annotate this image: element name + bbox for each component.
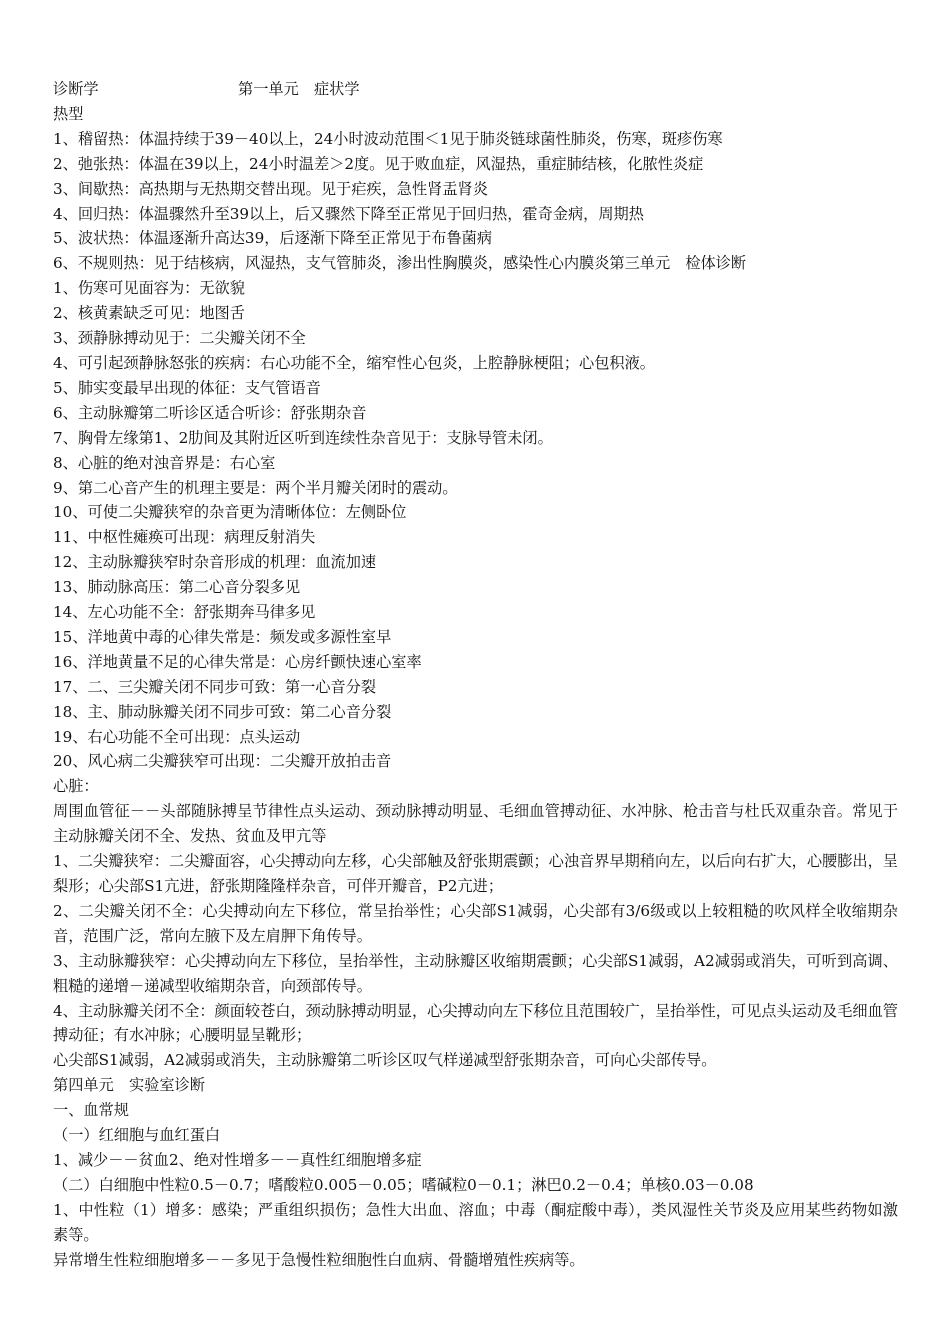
text-line: 7、胸骨左缘第1、2肋间及其附近区听到连续性杂音见于：支脉导管未闭。 xyxy=(53,428,553,447)
unit-title: 第一单元 症状学 xyxy=(238,80,360,98)
document-header xyxy=(53,77,898,102)
text-line: 5、肺实变最早出现的体征：支气管语音 xyxy=(53,378,321,397)
text-line: 12、主动脉瓣狭窄时杂音形成的机理：血流加速 xyxy=(53,553,377,572)
text-line: 3、间歇热：高热期与无热期交替出现。见于疟疾，急性肾盂肾炎 xyxy=(53,179,488,198)
text-line: 4、可引起颈静脉怒张的疾病：右心功能不全，缩窄性心包炎，上腔静脉梗阻；心包积液。 xyxy=(53,353,655,372)
text-line: 5、波状热：体温逐渐升高达39，后逐渐下降至正常见于布鲁菌病 xyxy=(53,229,493,248)
paragraph: 4、主动脉瓣关闭不全：颜面较苍白，颈动脉搏动明显，心尖搏动向左下移位且范围较广，呈抬举性，可见点头运动及毛细血管搏动征；有水冲脉；心腰明显呈靴形； xyxy=(53,1001,898,1045)
text-line: 20、风心病二尖瓣狭窄可出现：二尖瓣开放拍击音 xyxy=(53,752,392,771)
text-line: 6、主动脉瓣第二听诊区适合听诊：舒张期杂音 xyxy=(53,403,367,422)
text-line: 11、中枢性瘫痪可出现：病理反射消失 xyxy=(53,528,316,547)
paragraph: 1、中性粒（1）增多：感染；严重组织损伤；急性大出血、溶血；中毒（酮症酸中毒），类风湿性关节炎及应用某些药物如激素等。 xyxy=(53,1200,898,1244)
text-line: 2、弛张热：体温在39以上，24小时温差＞2度。见于败血症，风湿热，重症肺结核，化脓性炎症 xyxy=(53,154,704,173)
text-line: 6、不规则热：见于结核病，风湿热，支气管肺炎，渗出性胸膜炎，感染性心内膜炎第三单元 检体诊断 xyxy=(53,254,747,273)
text-line: 18、主、肺动脉瓣关闭不同步可致：第二心音分裂 xyxy=(53,702,392,721)
text-line: 9、第二心音产生的机理主要是：两个半月瓣关闭时的震动。 xyxy=(53,478,458,497)
paragraph: 1、二尖瓣狭窄：二尖瓣面容，心尖搏动向左移，心尖部触及舒张期震颤；心浊音界早期稍向左，以后向右扩大，心腰膨出，呈梨形；心尖部S1亢进，舒张期隆隆样杂音，可伴开瓣音，P2亢进； xyxy=(53,852,898,895)
text-line: 心尖部S1减弱，A2减弱或消失，主动脉瓣第二听诊区叹气样递减型舒张期杂音，可向心尖部传导。 xyxy=(53,1051,717,1070)
paragraph: 3、主动脉瓣狭窄：心尖搏动向左下移位，呈抬举性，主动脉瓣区收缩期震颤；心尖部S1减弱，A2减弱或消失，可听到高调、粗糙的递增－递减型收缩期杂音，向颈部传导。 xyxy=(53,951,898,995)
text-line: 1、伤寒可见面容为：无欲貌 xyxy=(53,279,245,298)
text-line: 4、回归热：体温骤然升至39以上，后又骤然下降至正常见于回归热，霍奇金病，周期热 xyxy=(53,204,644,223)
text-line: 19、右心功能不全可出现：点头运动 xyxy=(53,727,301,746)
text-line: 13、肺动脉高压：第二心音分裂多见 xyxy=(53,578,301,597)
subject-title: 诊断学 xyxy=(53,80,99,98)
text-line: 1、减少－－贫血2、绝对性增多－－真性红细胞增多症 xyxy=(53,1150,422,1169)
text-line: 14、左心功能不全：舒张期奔马律多见 xyxy=(53,603,316,622)
text-line: 10、可使二尖瓣狭窄的杂音更为清晰体位：左侧卧位 xyxy=(53,503,407,522)
text-line: 1、稽留热：体温持续于39－40以上，24小时波动范围＜1见于肺炎链球菌性肺炎，伤寒，斑疹伤寒 xyxy=(53,129,723,148)
text-line: 异常增生性粒细胞增多－－多见于急慢性粒细胞性白血病、骨髓增殖性疾病等。 xyxy=(53,1250,585,1269)
unit-heading: 第四单元 实验室诊断 xyxy=(53,1076,205,1095)
text-line: 2、核黄素缺乏可见：地图舌 xyxy=(53,304,245,323)
text-line: 17、二、三尖瓣关闭不同步可致：第一心音分裂 xyxy=(53,677,377,696)
paragraph: 周围血管征－－头部随脉搏呈节律性点头运动、颈动脉搏动明显、毛细血管搏动征、水冲脉、枪击音与杜氏双重杂音。常见于主动脉瓣关闭不全、发热、贫血及甲亢等 xyxy=(53,802,898,846)
subsection-heading: （一）红细胞与血红蛋白 xyxy=(53,1126,221,1145)
text-line: 15、洋地黄中毒的心律失常是：频发或多源性室早 xyxy=(53,627,392,646)
paragraph: 2、二尖瓣关闭不全：心尖搏动向左下移位，常呈抬举性；心尖部S1减弱，心尖部有3/6级或以上较粗糙的吹风样全收缩期杂音，范围广泛，常向左腋下及左肩胛下角传导。 xyxy=(53,901,898,945)
section-heading: 一、血常规 xyxy=(53,1101,129,1120)
text-line: 16、洋地黄量不足的心律失常是：心房纤颤快速心室率 xyxy=(53,652,422,671)
section-heading: 热型 xyxy=(53,104,84,123)
section-heading: 心脏： xyxy=(53,777,99,796)
subsection-heading: （二）白细胞中性粒0.5－0.7；嗜酸粒0.005－0.05；嗜碱粒0－0.1；淋巴0.2－0.4；单核0.03－0.08 xyxy=(53,1175,754,1194)
document-page xyxy=(53,77,898,1273)
text-line: 3、颈静脉搏动见于：二尖瓣关闭不全 xyxy=(53,329,306,348)
text-line: 8、心脏的绝对浊音界是：右心室 xyxy=(53,453,276,472)
